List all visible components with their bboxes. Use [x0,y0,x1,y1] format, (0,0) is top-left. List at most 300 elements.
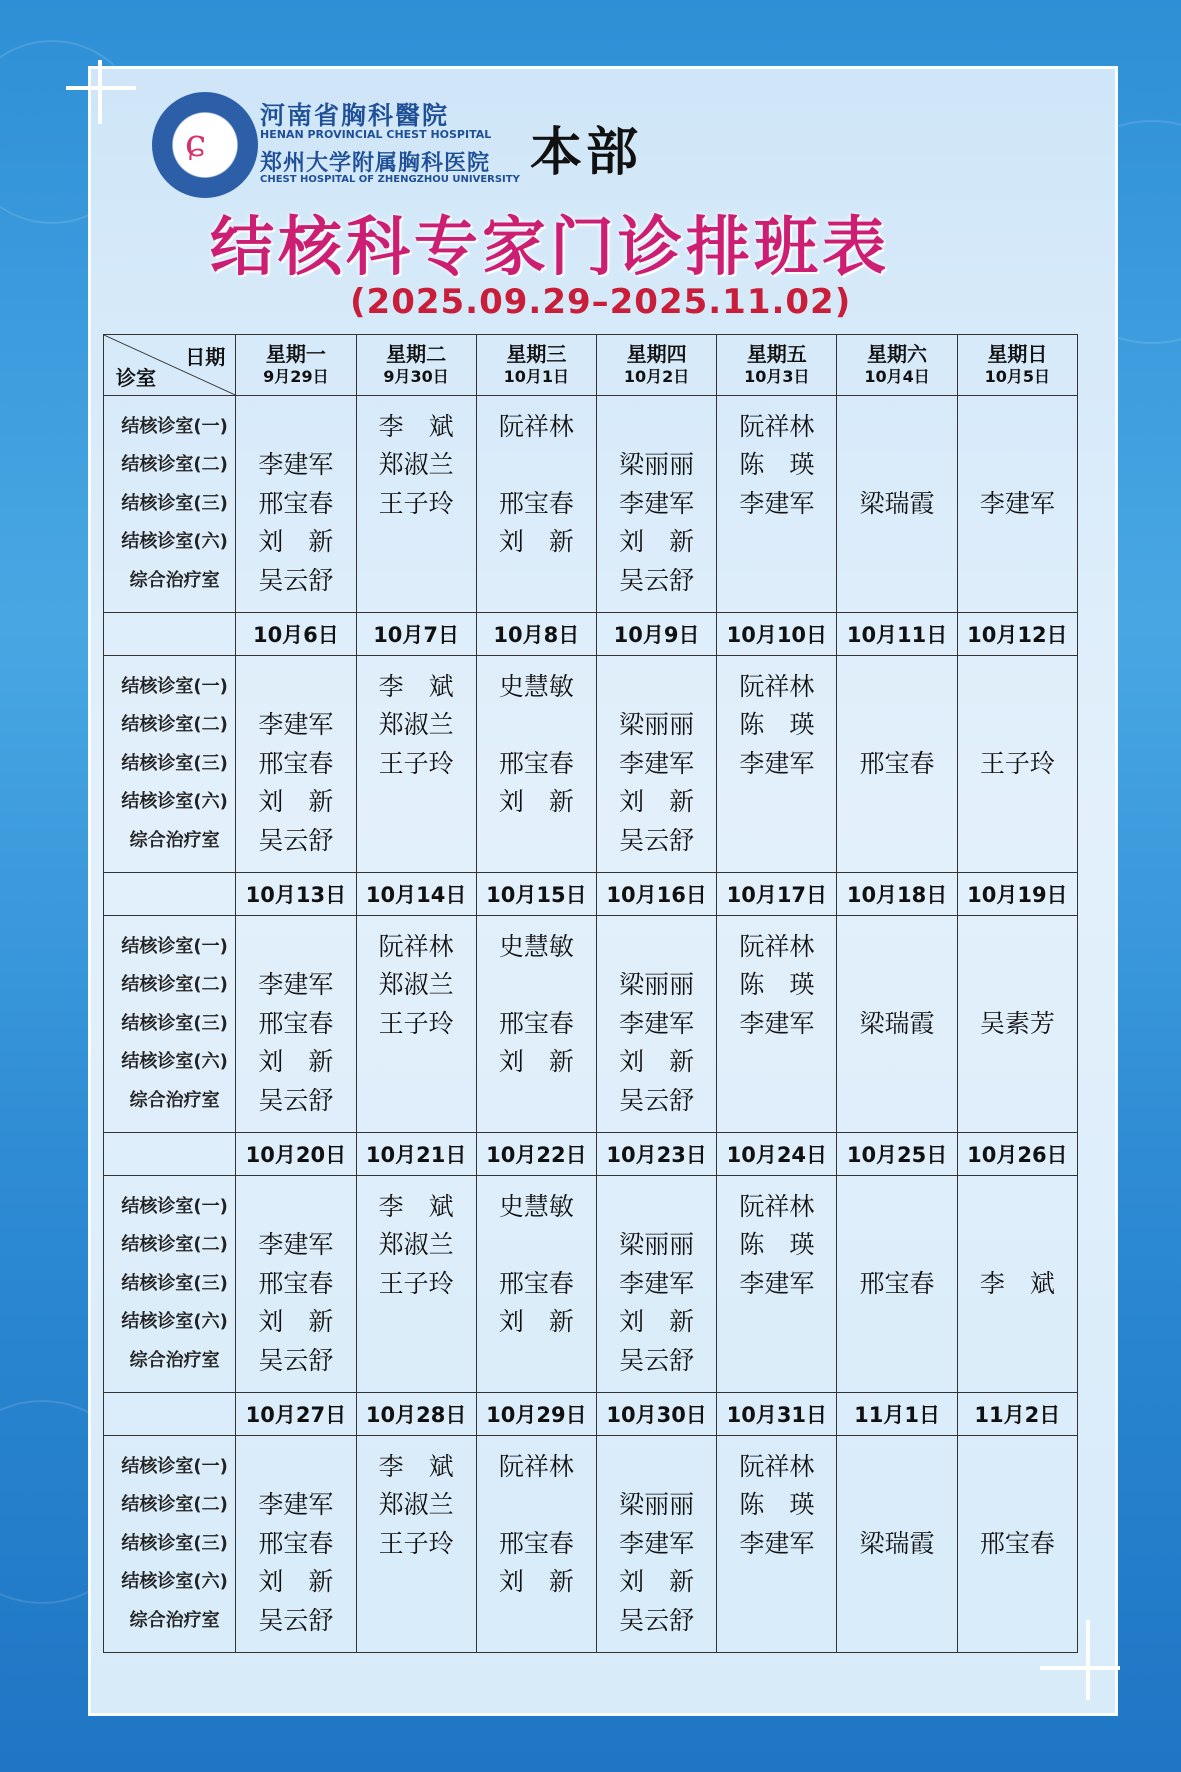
day-doctor-cell [957,656,1077,873]
doctor-name: 刘 新 [258,787,334,817]
date-label: 10月9日 [613,623,700,647]
doctor-name [357,1043,476,1082]
day-doctor-cell [717,396,837,613]
doctor-name [837,562,956,601]
doctor-name: 邢宝春 [498,1268,574,1298]
date-range: (2025.09.29–2025.11.02) [350,282,852,322]
doctor-name [958,668,1077,707]
date-label: 10月2日 [623,367,690,386]
day-doctor-cell [236,396,356,613]
doctor-name: 李建军 [619,748,695,778]
doctor-name: 王子玲 [378,1528,454,1558]
doctor-name: 邢宝春 [258,748,334,778]
day-doctor-cell [356,1176,476,1393]
doctor-name [477,966,596,1005]
doctor-name: 刘 新 [498,1567,574,1597]
doctor-slot-list [837,656,956,872]
doctor-name [837,822,956,861]
doctor-name [717,1563,836,1602]
doctor-slot-list [236,396,355,612]
day-doctor-cell [356,1436,476,1653]
doctor-name [958,523,1077,562]
date-label: 10月3日 [744,367,810,386]
doctor-name [958,408,1077,447]
weekday-label: 星期六 [867,342,928,366]
doctor-name: 刘 新 [619,527,695,557]
doctor-name [717,562,836,601]
day-doctor-cell [717,1436,837,1653]
doctor-slot-list [717,656,836,872]
doctor-name [958,1602,1077,1641]
doctor-name [717,1602,836,1641]
doctor-name [236,668,355,707]
doctor-name [837,1188,956,1227]
affiliate-name-cn: 郑州大学附属胸科医院 [260,151,491,176]
doctor-name [837,1303,956,1342]
doctor-slot-list [236,1176,355,1392]
doctor-name: 吴云舒 [619,1605,695,1635]
date-header-cell [596,873,716,916]
doctor-name [958,562,1077,601]
date-header-cell [717,613,837,656]
doctor-name: 吴云舒 [619,825,695,855]
date-label: 10月30日 [606,1403,707,1427]
doctor-name [958,446,1077,485]
doctor-name: 阮祥林 [498,1451,574,1481]
doctor-name [477,446,596,485]
day-doctor-cell [596,396,716,613]
room-label: 综合治疗室 [129,569,220,591]
corner-mark-bottom-right [1086,1620,1090,1700]
doctor-name: 阮祥林 [739,931,815,961]
doctor-name: 李建军 [739,1268,815,1298]
date-label: 10月20日 [245,1143,347,1167]
date-header-cell [236,613,356,656]
doctor-name [958,1226,1077,1265]
room-label: 结核诊室(二) [121,974,228,996]
doctor-name: 梁瑞霞 [859,1008,935,1038]
doctor-name: 刘 新 [258,1567,334,1597]
day-doctor-cell [236,1436,356,1653]
doctor-name: 梁瑞霞 [859,488,935,518]
doctor-name [837,966,956,1005]
doctor-name [717,1342,836,1381]
doctor-name: 阮祥林 [739,1191,815,1221]
doctor-name: 邢宝春 [258,1528,334,1558]
doctor-slot-list [236,656,355,872]
doctor-name: 邢宝春 [859,1268,935,1298]
room-label: 结核诊室(二) [121,454,228,476]
doctor-name: 李建军 [739,1528,815,1558]
doctor-name: 邢宝春 [498,488,574,518]
date-header-cell [837,1393,957,1436]
date-label: 10月28日 [365,1403,467,1427]
doctor-name: 王子玲 [979,748,1055,778]
doctor-name: 陈 瑛 [739,710,815,740]
date-header-cell [356,613,476,656]
doctor-name [958,1563,1077,1602]
day-doctor-cell [717,656,837,873]
doctor-name [837,1486,956,1525]
corner-mark-bottom-right [1040,1666,1120,1670]
date-header-cell [476,1393,596,1436]
room-label: 结核诊室(一) [121,675,228,697]
doctor-name: 刘 新 [258,1047,334,1077]
doctor-name: 李建军 [258,1230,334,1260]
hospital-logo [152,92,258,198]
date-header-cell [957,613,1077,656]
doctor-slot-list [597,1176,716,1392]
doctor-slot-list [597,396,716,612]
room-label: 综合治疗室 [129,829,220,851]
doctor-name: 吴云舒 [258,825,334,855]
day-doctor-cell [717,916,837,1133]
doctor-name [236,1188,355,1227]
doctor-slot-list [357,1436,476,1652]
doctor-name [837,1043,956,1082]
doctor-name: 吴云舒 [619,1085,695,1115]
doctor-name [717,1303,836,1342]
doctor-name: 刘 新 [619,1567,695,1597]
doctor-name [837,783,956,822]
date-label: 10月6日 [252,623,339,647]
date-label: 10月19日 [967,883,1068,907]
date-label: 10月12日 [967,623,1068,647]
date-row [104,613,1078,656]
doctor-slot-list [477,396,596,612]
doctor-name [477,1226,596,1265]
doctor-slot-list [477,1176,596,1392]
doctor-name [597,1188,716,1227]
weekday-label: 星期一 [265,342,326,366]
date-row [104,1393,1078,1436]
doctor-name: 史慧敏 [498,671,574,701]
doctor-name: 邢宝春 [498,748,574,778]
doctor-name: 王子玲 [378,1008,454,1038]
date-label: 10月31日 [726,1403,828,1427]
doctor-slot-list [236,916,355,1132]
date-header-cell [957,1393,1077,1436]
date-label: 10月14日 [365,883,467,907]
date-header-cell [837,1133,957,1176]
doctor-name: 邢宝春 [498,1008,574,1038]
date-label: 10月18日 [846,883,948,907]
doctor-name [837,1082,956,1121]
doctor-name [477,1486,596,1525]
doctor-name [837,1448,956,1487]
date-header-cell [717,1393,837,1436]
date-row [104,873,1078,916]
doctor-name: 邢宝春 [258,488,334,518]
date-label: 9月30日 [383,367,449,386]
doctor-name [357,783,476,822]
weekday-label: 星期四 [626,342,687,366]
day-doctor-cell [596,1176,716,1393]
room-label: 结核诊室(六) [121,1051,228,1073]
date-header-cell [717,873,837,916]
doctor-name: 李 斌 [979,1268,1055,1298]
date-label: 9月29日 [263,367,329,386]
doctor-name [958,1342,1077,1381]
doctor-name: 李建军 [258,1490,334,1520]
doctor-name: 邢宝春 [258,1268,334,1298]
weekday-label: 星期五 [746,342,807,366]
doctor-name: 刘 新 [619,1047,695,1077]
doctor-name [837,1602,956,1641]
doctor-name: 史慧敏 [498,1191,574,1221]
doctor-slot-list [717,916,836,1132]
doctor-name [958,1188,1077,1227]
room-list-cell [104,916,236,1133]
date-header-cell [837,613,957,656]
doctor-name: 吴云舒 [258,565,334,595]
room-label: 综合治疗室 [129,1349,220,1371]
doctor-name [958,1082,1077,1121]
date-header-cell [236,335,356,396]
day-doctor-cell [356,916,476,1133]
day-doctor-cell [837,396,957,613]
doctor-name: 王子玲 [378,748,454,778]
doctor-name [597,928,716,967]
doctor-name [837,408,956,447]
doctor-name: 吴云舒 [258,1345,334,1375]
room-label: 结核诊室(一) [121,1195,228,1217]
weekday-label: 星期日 [987,342,1048,366]
doctor-slot-list [837,1176,956,1392]
doctor-name [597,408,716,447]
day-doctor-cell [596,656,716,873]
doctor-name [717,1082,836,1121]
doctor-slot-list [958,656,1077,872]
day-doctor-cell [837,916,957,1133]
day-doctor-cell [356,656,476,873]
room-label: 结核诊室(六) [121,1571,228,1593]
doctor-name: 史慧敏 [498,931,574,961]
day-doctor-cell [476,656,596,873]
doctor-name: 郑淑兰 [378,710,454,740]
date-header-cell [957,1133,1077,1176]
doctor-name [837,668,956,707]
date-header-cell [596,335,716,396]
doctor-name: 李建军 [739,748,815,778]
date-header-cell [476,613,596,656]
date-label: 10月27日 [245,1403,347,1427]
doctor-name: 阮祥林 [739,671,815,701]
date-label: 10月17日 [726,883,828,907]
doctor-name [477,1602,596,1641]
day-doctor-cell [476,396,596,613]
doctor-name: 李建军 [258,710,334,740]
schedule-week-row [104,1176,1078,1393]
doctor-name [477,1082,596,1121]
doctor-name: 邢宝春 [859,748,935,778]
date-header-cell [356,335,476,396]
doctor-name: 梁丽丽 [619,1230,695,1260]
doctor-name: 吴云舒 [619,565,695,595]
corner-room-label: 诊室 [116,366,156,390]
date-header-cell [476,873,596,916]
doctor-name: 刘 新 [498,787,574,817]
doctor-name: 李建军 [979,488,1055,518]
doctor-name: 梁丽丽 [619,710,695,740]
date-label: 10月4日 [864,367,930,386]
day-doctor-cell [837,1176,957,1393]
doctor-name: 李 斌 [378,411,454,441]
room-list-cell [104,1176,236,1393]
doctor-slot-list [357,1176,476,1392]
doctor-name [837,1563,956,1602]
doctor-name [837,706,956,745]
corner-header-cell [104,335,236,396]
date-header-cell [957,873,1077,916]
doctor-name [597,1448,716,1487]
room-label: 结核诊室(二) [121,1234,228,1256]
doctor-name: 刘 新 [498,1307,574,1337]
date-row-blank-cell [104,873,236,916]
doctor-name [837,928,956,967]
day-doctor-cell [596,916,716,1133]
doctor-name [837,1226,956,1265]
date-label: 10月1日 [503,367,570,386]
doctor-name: 梁丽丽 [619,1490,695,1520]
doctor-slot-list [717,1436,836,1652]
doctor-name: 郑淑兰 [378,1230,454,1260]
room-label: 结核诊室(三) [121,752,228,774]
doctor-name [958,822,1077,861]
doctor-name: 李建军 [739,1008,815,1038]
date-label: 10月11日 [846,623,948,647]
day-doctor-cell [837,656,957,873]
doctor-name: 王子玲 [378,488,454,518]
doctor-name: 李建军 [739,488,815,518]
doctor-name: 阮祥林 [498,411,574,441]
doctor-name: 李建军 [258,450,334,480]
date-header-cell [356,873,476,916]
doctor-name: 刘 新 [619,787,695,817]
doctor-name: 李 斌 [378,1451,454,1481]
room-label: 结核诊室(二) [121,714,228,736]
room-label: 结核诊室(三) [121,492,228,514]
doctor-slot-list [357,396,476,612]
doctor-name: 陈 瑛 [739,1490,815,1520]
doctor-name [958,706,1077,745]
date-header-cell [236,1393,356,1436]
doctor-slot-list [958,396,1077,612]
room-label: 综合治疗室 [129,1089,220,1111]
weekday-label: 星期二 [386,342,447,366]
date-label: 10月13日 [245,883,347,907]
doctor-name: 陈 瑛 [739,450,815,480]
doctor-name: 阮祥林 [739,411,815,441]
doctor-name [357,523,476,562]
day-doctor-cell [356,396,476,613]
date-label: 11月1日 [854,1403,940,1427]
date-header-cell [717,335,837,396]
doctor-name: 吴云舒 [619,1345,695,1375]
corner-mark-top-left [98,60,102,124]
room-label: 结核诊室(三) [121,1272,228,1294]
doctor-name [357,1563,476,1602]
room-list-cell [104,1436,236,1653]
day-doctor-cell [236,916,356,1133]
doctor-name: 王子玲 [378,1268,454,1298]
doctor-name [958,1448,1077,1487]
doctor-name: 李建军 [619,1268,695,1298]
doctor-slot-list [477,1436,596,1652]
doctor-name [717,523,836,562]
doctor-name: 刘 新 [258,1307,334,1337]
date-header-cell [596,1133,716,1176]
room-label: 结核诊室(六) [121,1311,228,1333]
doctor-slot-list [597,916,716,1132]
doctor-name: 李建军 [258,970,334,1000]
room-label: 结核诊室(一) [121,935,228,957]
logo-emblem-icon: ɕ [185,121,207,165]
doctor-name [477,1342,596,1381]
doctor-slot-list [958,916,1077,1132]
day-doctor-cell [476,1176,596,1393]
doctor-name: 梁丽丽 [619,970,695,1000]
date-label: 10月10日 [726,623,828,647]
date-header-cell [356,1133,476,1176]
room-label: 综合治疗室 [129,1609,220,1631]
doctor-slot-list [357,656,476,872]
room-label: 结核诊室(三) [121,1532,228,1554]
date-header-cell [356,1393,476,1436]
doctor-name: 李建军 [619,488,695,518]
doctor-name: 梁瑞霞 [859,1528,935,1558]
schedule-week-row [104,916,1078,1133]
date-header-cell [837,335,957,396]
date-header-cell [236,1133,356,1176]
doctor-name [236,928,355,967]
doctor-name [958,1303,1077,1342]
doctor-name [958,1486,1077,1525]
doctor-name: 郑淑兰 [378,970,454,1000]
hospital-name-cn: 河南省胸科醫院 [260,101,450,130]
date-label: 10月26日 [967,1143,1068,1167]
doctor-name [357,1303,476,1342]
doctor-name [837,446,956,485]
date-label: 10月15日 [486,883,587,907]
date-label: 10月24日 [726,1143,828,1167]
day-doctor-cell [957,396,1077,613]
doctor-name: 刘 新 [498,527,574,557]
affiliate-name-en: CHEST HOSPITAL OF ZHENGZHOU UNIVERSITY [260,174,520,185]
doctor-slot-list [717,396,836,612]
date-header-cell [236,873,356,916]
doctor-name [958,1043,1077,1082]
room-label: 结核诊室(一) [121,415,228,437]
date-header-cell [717,1133,837,1176]
doctor-name: 吴素芳 [979,1008,1055,1038]
doctor-name: 陈 瑛 [739,1230,815,1260]
doctor-slot-list [837,1436,956,1652]
doctor-slot-list [958,1436,1077,1652]
doctor-name [597,668,716,707]
day-doctor-cell [957,1176,1077,1393]
schedule-week-row [104,396,1078,613]
weekday-header-row [104,335,1078,396]
doctor-name: 郑淑兰 [378,1490,454,1520]
doctor-name: 邢宝春 [258,1008,334,1038]
doctor-name: 吴云舒 [258,1085,334,1115]
doctor-name: 刘 新 [619,1307,695,1337]
doctor-name: 李 斌 [378,671,454,701]
doctor-slot-list [357,916,476,1132]
date-label: 10月29日 [486,1403,587,1427]
room-list-cell [104,396,236,613]
